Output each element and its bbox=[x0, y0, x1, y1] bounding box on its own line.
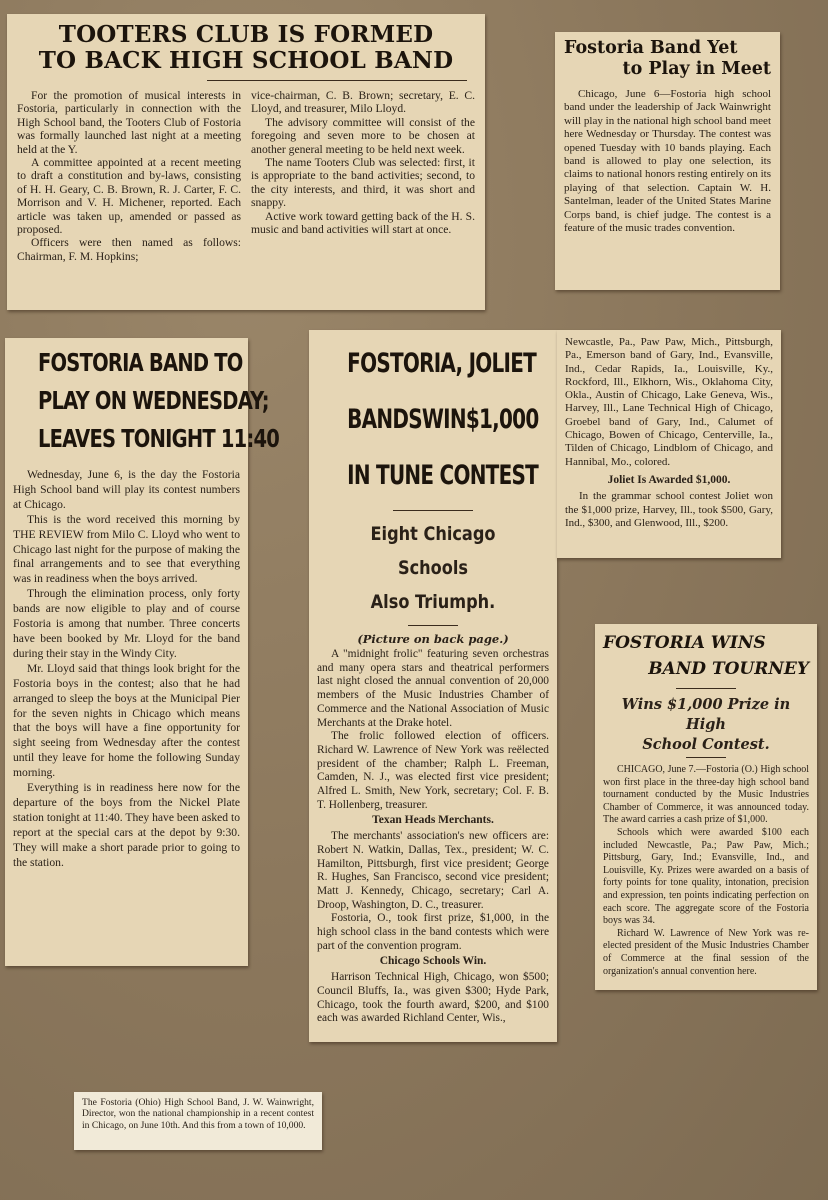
paragraph: A committee appointed at a recent meeting to draft a constitution and by-laws, consisting of H. H. Geary, C. B. Brown, R. J. Carter, F. C. Morrison and V. H. Michener, reported. Each article was taken up, amended or passed as proposed. bbox=[17, 156, 241, 237]
subheadline-line-2: Also Triumph. bbox=[370, 591, 496, 613]
paragraph: Richard W. Lawrence of New York was re-elected president of the Music Industries Chamber of Commerce at the final session of the organization's annual convention here. bbox=[603, 927, 809, 977]
article-body bbox=[603, 764, 809, 978]
paragraph: Fostoria, O., took first prize, $1,000, in the high school class in the band contests which were part of the convention program. bbox=[317, 912, 549, 952]
paragraph: Newcastle, Pa., Paw Paw, Mich., Pittsburgh, Pa., Emerson band of Gary, Ind., Evansville, Ind., Cedar Rapids, Ia., Louisville, Ky., Rockford, Ill., Elkhorn, Wis., Oklahoma City, Okla., Austin of Chicago, Lake Geneva, Wis., Harvey, Ill., Lane Technical High of Chicago, Groebel band of Gary, Ind., Calumet of Chicago, Bowen of Chicago, Centerville, Ia., Tilden of Chicago, Lindblom of Chicago, and Hannibal, Mo., colored. bbox=[565, 336, 773, 468]
article-columns bbox=[17, 89, 475, 263]
paragraph: CHICAGO, June 7.—Fostoria (O.) High school won first place in the three-day high school band tournament conducted by the Music Industries Chamber of Commerce, it was announced today. The award carries a cash prize of $1,000. bbox=[603, 764, 809, 826]
headline-rule bbox=[207, 80, 467, 81]
subheadline-rule bbox=[408, 625, 458, 626]
clipping-band-yet-to-play bbox=[555, 32, 780, 290]
paragraph: The merchants' association's new officers are: Robert N. Watkin, Dallas, Tex., president; W. C. Hamilton, Pittsburgh, first vice president; George R. Hughes, San Francisco, second vice president; Matt J. Kennedy, Chicago, secretary; Carl A. Droop, Washington, D. C., treasurer. bbox=[317, 830, 549, 911]
paragraph: In the grammar school contest Joliet won the $1,000 prize, Harvey, Ill., took $500, Gary, Ind., $300, and Glenwood, Ill., $200. bbox=[565, 490, 773, 529]
headline-line-1: Fostoria Band Yet bbox=[564, 38, 738, 58]
subheadline-line-2: School Contest. bbox=[642, 736, 770, 753]
paragraph: Officers were then named as follows: Chairman, F. M. Hopkins; bbox=[17, 236, 241, 263]
headline-line-1: TOOTERS CLUB IS FORMED bbox=[58, 21, 434, 48]
picture-note: (Picture on back page.) bbox=[357, 632, 509, 646]
paragraph: For the promotion of musical interests in Fostoria, particularly in connection with the High School band, the Tooters Club of Fostoria was formally launched last night at a meeting held at the Y. bbox=[17, 89, 241, 156]
subhead-texan: Texan Heads Merchants. bbox=[372, 814, 494, 827]
headline-line-3: LEAVES TONIGHT 11:40 bbox=[37, 424, 280, 453]
clipping-tooters-club bbox=[7, 14, 485, 310]
caption-text: The Fostoria (Ohio) High School Band, J. W. Wainwright, Director, won the national championship in a recent contest in Chicago, on June 10th. And this from a town of 10,000. bbox=[82, 1097, 314, 1131]
paragraph: Mr. Lloyd said that things look bright for the Fostoria boys in the contest; also that he had arranged to sleep the boys at the Municipal Pier for the seven nights in Chicago which means that the boys will have a fine opportunity for sight seeing from Wednesday after the contest until they leave for home the following Sunday morning. bbox=[13, 661, 240, 780]
clipping-wins-band-tourney bbox=[595, 624, 817, 990]
headline-rule bbox=[676, 688, 736, 689]
headline-line-1: FOSTORIA BAND TO bbox=[37, 348, 243, 377]
headline-line-2: BAND TOURNEY bbox=[648, 659, 809, 679]
article-body bbox=[565, 336, 773, 530]
article-body bbox=[564, 88, 771, 235]
headline-line-2: TO BACK HIGH SCHOOL BAND bbox=[38, 47, 454, 74]
headline-rule bbox=[393, 510, 473, 511]
paragraph: Everything is in readiness here now for the departure of the boys from the Nickel Plate station tonight at 11:40. They have been asked to report at the special cars at the depot by 9:30. They will make a short parade prior to going to the station. bbox=[13, 781, 240, 869]
headline-line-3: IN TUNE CONTEST bbox=[347, 460, 539, 491]
paragraph: Through the elimination process, only forty bands are now eligible to play and of course Fostoria is among that number. Three concerts have been booked by Mr. Lloyd for the band during their stay in the Windy City. bbox=[13, 587, 240, 660]
headline-line-2: PLAY ON WEDNESDAY; bbox=[37, 386, 269, 415]
paragraph: Active work toward getting back of the H. S. music and band activities will start at once. bbox=[251, 209, 475, 237]
article-column-2 bbox=[251, 89, 475, 263]
paragraph: Harrison Technical High, Chicago, won $500; Council Bluffs, Ia., was given $300; Hyde Park, Chicago, took the fourth award, $200, and $100 each was awarded Richland Center, Wis., bbox=[317, 971, 549, 1025]
headline-line-1: FOSTORIA WINS bbox=[603, 633, 766, 653]
subhead-chicago: Chicago Schools Win. bbox=[379, 955, 487, 968]
clipping-caption bbox=[74, 1092, 322, 1150]
subhead-joliet: Joliet Is Awarded $1,000. bbox=[607, 473, 731, 486]
paragraph: The frolic followed election of officers. Richard W. Lawrence of New York was reëlected president of the chamber; Ralph L. Freeman, Camden, N. J., was elected first vice president; Alfred L. Smith, New York, secretary; Col. F. B. T. Hollenberg, treasurer. bbox=[317, 730, 549, 811]
clipping-play-on-wednesday bbox=[5, 338, 280, 966]
paragraph: The advisory committee will consist of the foregoing and seven more to be chosen at another general meeting to be held next week. bbox=[251, 115, 475, 156]
paragraph: Chicago, June 6—Fostoria high school band under the leadership of Jack Wainwright will play in the national high school band meet here Wednesday or Thursday. The contest was opened Tuesday with 10 bands playing. Each band is allowed to play one selection, its claims to national honors resting entirely on its playing of that selection. Captain W. H. Santelman, leader of the United States Marine Corps band, is chief judge. The contest is a feature of the music trades convention. bbox=[564, 88, 771, 235]
subheadline-rule bbox=[686, 757, 726, 758]
paragraph: vice-chairman, C. B. Brown; secretary, E. C. Lloyd, and treasurer, Milo Lloyd. bbox=[251, 89, 475, 116]
article-body bbox=[317, 648, 549, 1026]
article-body bbox=[13, 468, 240, 870]
paragraph: Schools which were awarded $100 each included Newcastle, Pa.; Paw Paw, Mich.; Pittsburg, Gary, Ind.; Evansville, Ind., and Louisville, Ky. Prizes were awarded on a basis of forty points for tone quality, intonation, precision and expression, ten points indicating perfection on each score. The aggregate score of the Fostoria boys was 34. bbox=[603, 826, 809, 927]
subheadline-line-1: Eight Chicago Schools bbox=[370, 523, 496, 579]
clipping-fostoria-joliet bbox=[309, 330, 557, 1042]
subheadline-line-1: Wins $1,000 Prize in High bbox=[621, 696, 791, 733]
clipping-continued bbox=[557, 330, 781, 558]
paragraph: This is the word received this morning by THE REVIEW from Milo C. Lloyd who went to Chicago last night for the purpose of making the final arrangements and to see that everything was in readiness when the boys arrived. bbox=[13, 512, 240, 586]
headline-line-1: FOSTORIA, JOLIET bbox=[347, 348, 537, 379]
article-column-1 bbox=[17, 89, 241, 263]
paragraph: The name Tooters Club was selected: first, it is appropriate to the band activities; second, to the city interests, and third, it was short and snappy. bbox=[251, 156, 475, 210]
headline-line-2: to Play in Meet bbox=[622, 59, 771, 79]
paragraph: A "midnight frolic" featuring seven orchestras and many opera stars and theatrical performers last night closed the annual convention of 20,000 members of the Music Industries Chamber of Commerce and the National Association of Music Merchants at the Drake hotel. bbox=[317, 648, 549, 729]
headline-line-2: BANDSWIN$1,000 bbox=[347, 404, 539, 435]
paragraph: Wednesday, June 6, is the day the Fostoria High School band will play its contest numbers at Chicago. bbox=[13, 468, 240, 511]
